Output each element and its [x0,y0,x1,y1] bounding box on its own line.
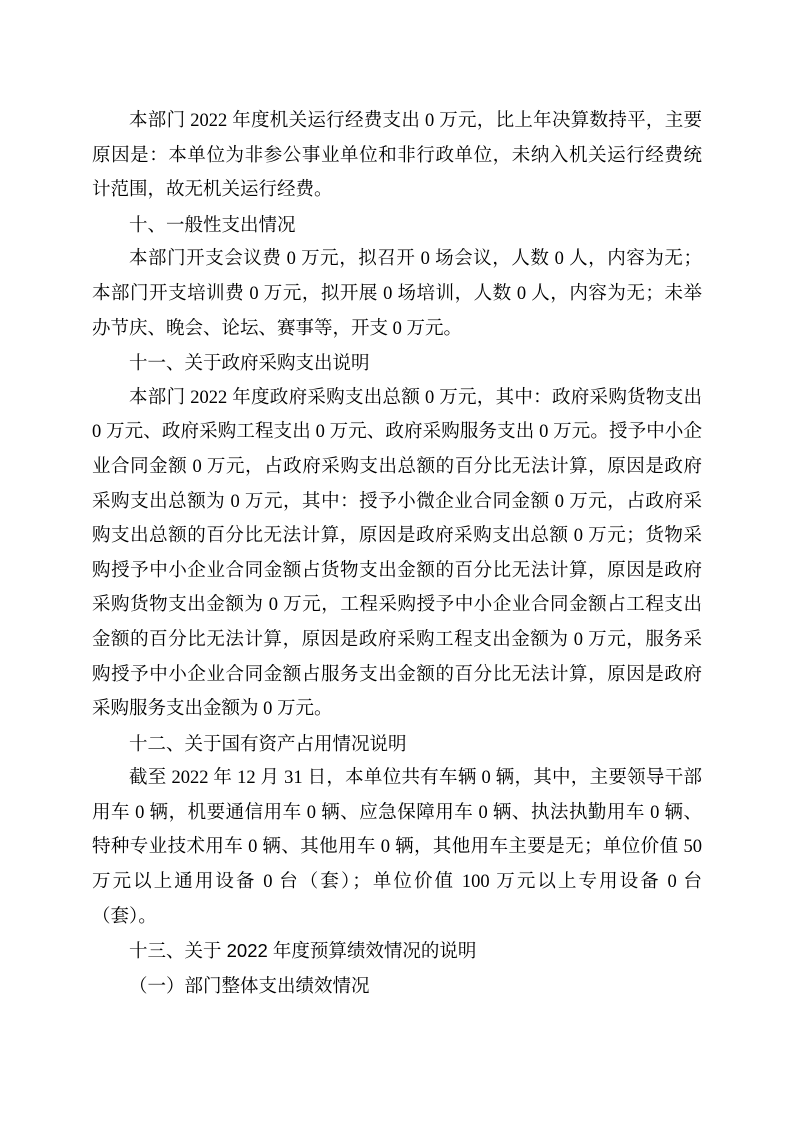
heading-section-13-sub-1-overall-expenditure-performance: （一）部门整体支出绩效情况 [129,974,370,996]
heading-section-12-state-assets: 十二、关于国有资产占用情况说明 [129,732,407,754]
paragraph-government-procurement-detail: 本部门 2022 年度政府采购支出总额 0 万元，其中：政府采购货物支出 0 万元、政府采购工程支出 0 万元、政府采购服务支出 0 万元。授予中小企业合同金额 0 万元，占政府采购支出总额的百分比无法计算，原因是政府采购支出总额为 0 万元，其中：授予小微企业合同金额 0 万元，占政府采购支出总额的百分比无法计算，原因是政府采购支出总额 0 万元；货物采购授予中小企业合同金额占货物支出金额的百分比无法计算，原因是政府采购货物支出金额为 0 万元，工程采购授予中小企业合同金额占工程支出金额的百分比无法计算，原因是政府采购工程支出金额为 0 万元，服务采购授予中小企业合同金额占服务支出金额的百分比无法计算，原因是政府采购服务支出金额为 0 万元。 [92,387,702,720]
paragraph-general-expenditure-detail: 本部门开支会议费 0 万元，拟召开 0 场会议，人数 0 人，内容为无；本部门开支培训费 0 万元，拟开展 0 场培训，人数 0 人，内容为无；未举办节庆、晚会、论坛、赛事等，开支 0 万元。 [92,249,702,339]
heading-section-13-budget-performance: 十三、关于 2022 年度预算绩效情况的说明 [129,940,477,962]
heading-section-10-general-expenditure: 十、一般性支出情况 [129,213,296,235]
paragraph-state-assets-detail: 截至 2022 年 12 月 31 日，本单位共有车辆 0 辆，其中，主要领导干部用车 0 辆，机要通信用车 0 辆、应急保障用车 0 辆、执法执勤用车 0 辆、特种专业技术用车 0 辆、其他用车 0 辆，其他用车主要是无；单位价值 50 万元以上通用设备 0 台（套）；单位价值 100 万元以上专用设备 0 台（套）。 [92,768,702,927]
heading-section-11-government-procurement: 十一、关于政府采购支出说明 [129,352,370,374]
paragraph-operating-expenses: 本部门 2022 年度机关运行经费支出 0 万元，比上年决算数持平，主要原因是：本单位为非参公事业单位和非行政单位，未纳入机关运行经费统计范围，故无机关运行经费。 [92,111,702,201]
